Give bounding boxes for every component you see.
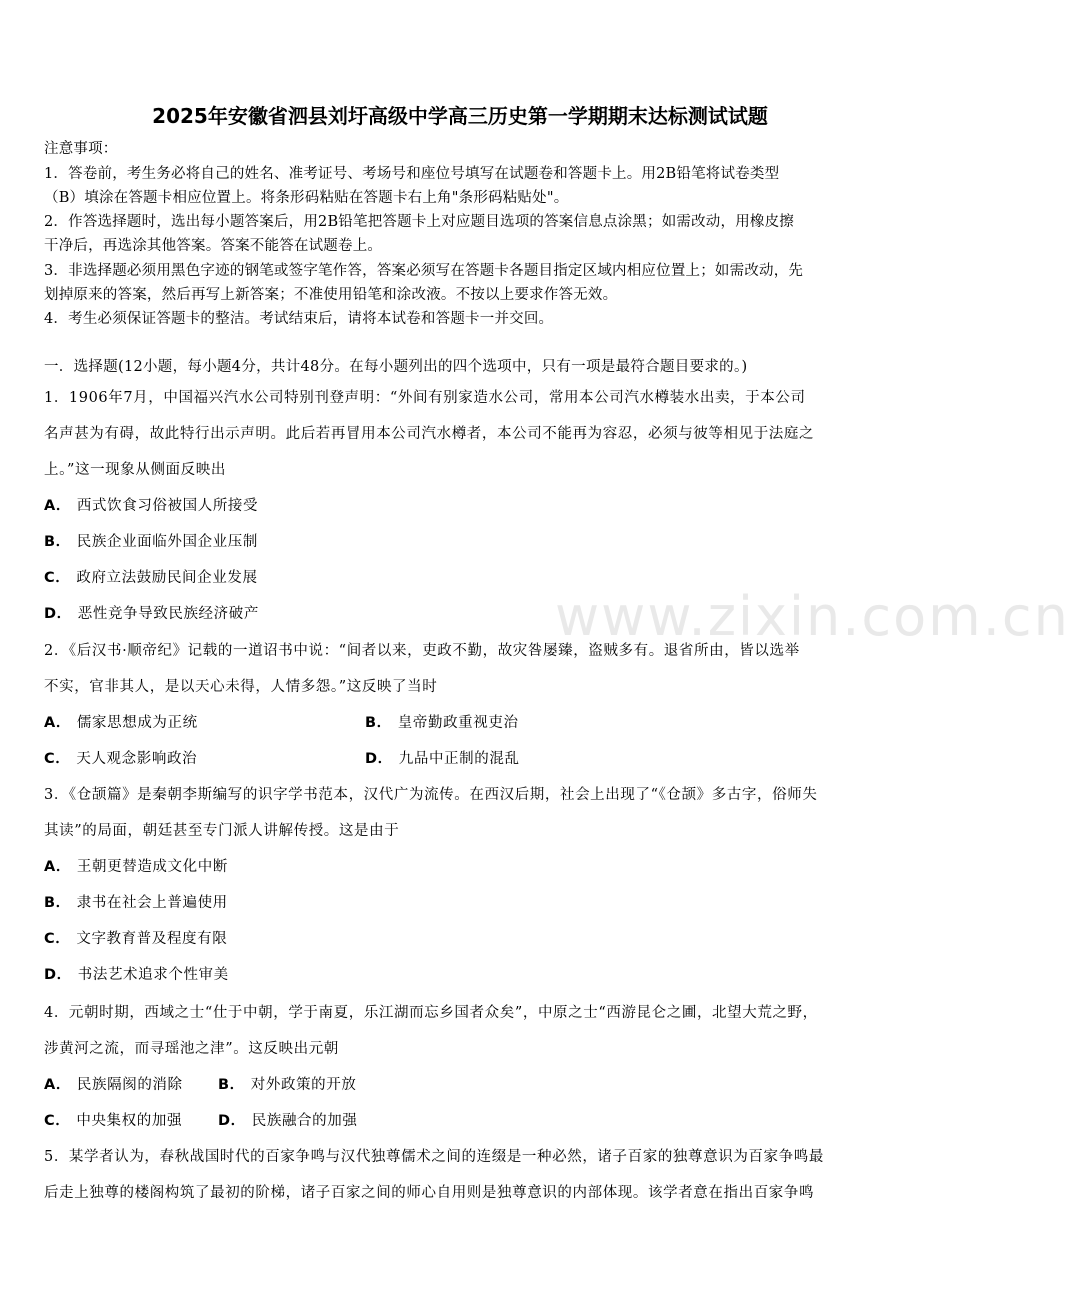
notes-line: 4．考生必须保证答题卡的整洁。考试结束后，请将本试卷和答题卡一并交回。	[44, 311, 554, 327]
question-5-line: 后走上独尊的楼阁构筑了最初的阶梯，诸子百家之间的师心自用则是独尊意识的内部体现。该学者意在指出百家争鸣	[44, 1185, 815, 1201]
question-5-line: 5．某学者认为，春秋战国时代的百家争鸣与汉代独尊儒术之间的连缀是一种必然，诸子百家的独尊意识为百家争鸣最	[44, 1149, 824, 1165]
option-4b: B． 对外政策的开放	[218, 1077, 357, 1093]
question-3-line: 其读”的局面，朝廷甚至专门派人讲解传授。这是由于	[44, 823, 400, 839]
option-2d: D． 九品中正制的混乱	[365, 751, 520, 767]
option-3b: B． 隶书在社会上普遍使用	[44, 895, 228, 911]
notes-line: 3．非选择题必须用黑色字迹的钢笔或签字笔作答，答案必须写在答题卡各题目指定区域内相应位置上；如需改动，先	[44, 263, 804, 279]
watermark: www.zixin.com.cn	[555, 585, 1070, 648]
notes-line: 划掉原来的答案，然后再写上新答案；不准使用铅笔和涂改液。不按以上要求作答无效。	[44, 287, 618, 303]
question-4-line: 涉黄河之流，而寻瑶池之津”。这反映出元朝	[44, 1041, 339, 1057]
option-3a: A． 王朝更替造成文化中断	[44, 859, 228, 875]
option-2c: C． 天人观念影响政治	[44, 751, 198, 767]
notes-line: 1．答卷前，考生务必将自己的姓名、准考证号、考场号和座位号填写在试题卷和答题卡上。用2B铅笔将试卷类型	[44, 166, 780, 182]
option-1b: B． 民族企业面临外国企业压制	[44, 534, 258, 550]
option-3c: C． 文字教育普及程度有限	[44, 931, 228, 947]
option-1d: D． 恶性竞争导致民族经济破产	[44, 606, 259, 622]
question-2-line: 2．《后汉书·顺帝纪》记载的一道诏书中说：“间者以来，吏政不勤，故灾咎屡臻，盗贼多有。退省所由，皆以选举	[44, 643, 800, 659]
question-1-line: 1．1906年7月，中国福兴汽水公司特别刊登声明：“外间有别家造水公司，常用本公司汽水樽装水出卖，于本公司	[44, 390, 806, 406]
question-1-line: 名声甚为有碍，故此特行出示声明。此后若再冒用本公司汽水樽者，本公司不能再为容忍，必须与彼等相见于法庭之	[44, 426, 815, 442]
option-4d: D． 民族融合的加强	[218, 1113, 358, 1129]
question-1-line: 上。”这一现象从侧面反映出	[44, 462, 226, 478]
option-4a: A． 民族隔阂的消除	[44, 1077, 183, 1093]
notes-line: （B）填涂在答题卡相应位置上。将条形码粘贴在答题卡右上角"条形码粘贴处"。	[44, 190, 569, 206]
notes-heading: 注意事项：	[44, 141, 118, 157]
section-heading: 一．选择题(12小题，每小题4分，共计48分。在每小题列出的四个选项中，只有一项是最符合题目要求的。)	[44, 359, 748, 375]
question-3-line: 3．《仓颉篇》是秦朝李斯编写的识字学书范本，汉代广为流传。在西汉后期，社会上出现了“《仓颉》多古字，俗师失	[44, 787, 818, 803]
option-4c: C． 中央集权的加强	[44, 1113, 183, 1129]
option-1c: C． 政府立法鼓励民间企业发展	[44, 570, 258, 586]
option-2b: B． 皇帝勤政重视吏治	[365, 715, 519, 731]
option-1a: A． 西式饮食习俗被国人所接受	[44, 498, 259, 514]
question-2-line: 不实，官非其人，是以天心未得，人情多怨。”这反映了当时	[44, 679, 438, 695]
option-2a: A． 儒家思想成为正统	[44, 715, 198, 731]
notes-line: 干净后，再选涂其他答案。答案不能答在试题卷上。	[44, 238, 383, 254]
notes-line: 2．作答选择题时，选出每小题答案后，用2B铅笔把答题卡上对应题目选项的答案信息点涂黑；如需改动，用橡皮擦	[44, 214, 795, 230]
page-title: 2025年安徽省泗县刘圩高级中学高三历史第一学期期末达标测试试题	[152, 104, 768, 128]
question-4-line: 4．元朝时期，西域之士“仕于中朝，学于南夏，乐江湖而忘乡国者众矣”，中原之士“西游昆仑之圃，北望大荒之野，	[44, 1005, 818, 1021]
option-3d: D． 书法艺术追求个性审美	[44, 967, 229, 983]
